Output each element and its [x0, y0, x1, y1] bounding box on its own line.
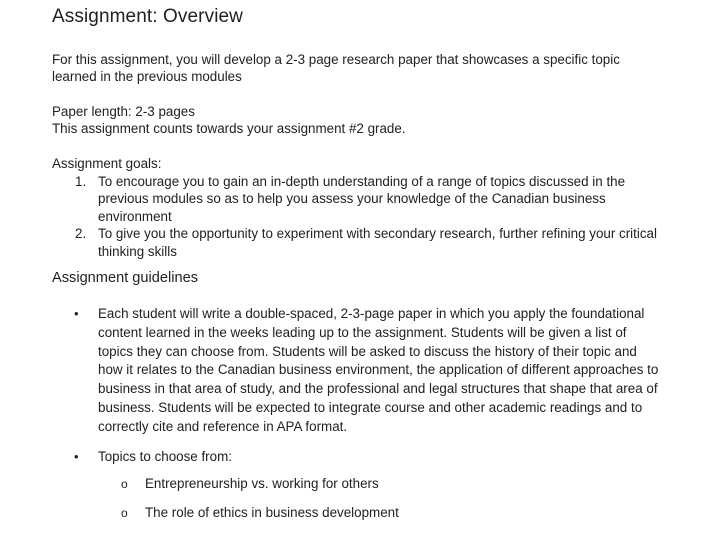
topic-item	[98, 475, 662, 494]
topic-item	[98, 504, 662, 523]
guideline-text: Topics to choose from:	[98, 448, 232, 464]
guideline-text: Each student will write a double-spaced, 2-3-page paper in which you apply the foundational content learned in the weeks leading up to the assignment. Students will be given a list of topics they can choose from. Students will be asked to discuss the history of their topic and how it relates to the Canadian business environment, the application of different approaches to business in that area of study, and the professional and legal structures that shape that area of business. Students will be expected to integrate course and other academic readings and to correctly cite and reference in APA format.	[98, 306, 659, 434]
guideline-item	[52, 448, 662, 523]
topics-list	[98, 475, 662, 523]
goals-label: Assignment goals:	[52, 155, 162, 171]
document-page	[52, 0, 662, 523]
paper-length-text: Paper length: 2-3 pages	[52, 103, 195, 119]
guidelines-list	[52, 305, 662, 523]
circle-bullet-icon: o	[121, 506, 128, 521]
circle-bullet-icon: o	[121, 477, 128, 492]
page-title: Assignment: Overview	[52, 6, 244, 27]
intro-paragraph: For this assignment, you will develop a 2-3 page research paper that showcases a specific topic learned in the previous modules	[52, 52, 620, 85]
topic-text: Entrepreneurship vs. working for others	[145, 476, 379, 492]
guideline-item	[52, 305, 662, 437]
bullet-icon: •	[74, 306, 79, 322]
grade-note-text: This assignment counts towards your assignment #2 grade.	[52, 121, 406, 137]
goals-list	[52, 173, 662, 260]
goal-text: To encourage you to gain an in-depth understanding of a range of topics discussed in the previous modules so as to help you assess your knowledge of the Canadian business environment	[98, 174, 626, 224]
goal-number: 1.	[75, 174, 87, 190]
topic-text: The role of ethics in business development	[145, 505, 399, 521]
goal-text: To give you the opportunity to experiment with secondary research, further refining your critical thinking skills	[98, 226, 657, 259]
goal-number: 2.	[75, 226, 87, 242]
goal-item	[52, 173, 662, 225]
guidelines-heading: Assignment guidelines	[52, 270, 199, 287]
goal-item	[52, 225, 662, 260]
paper-length-block	[52, 103, 662, 138]
bullet-icon: •	[74, 448, 79, 464]
